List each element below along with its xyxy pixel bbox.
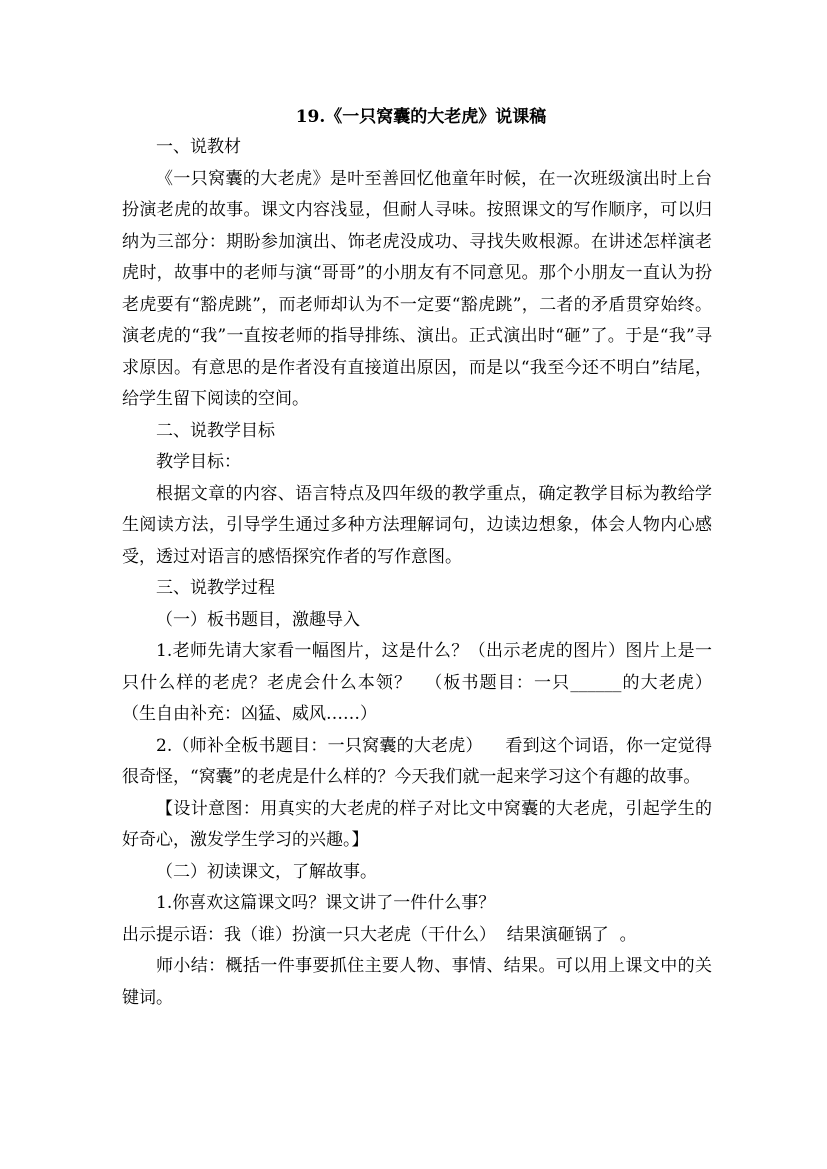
section-heading-textbook: 一、说教材	[156, 137, 241, 157]
objectives-paragraph: 根据文章的内容、语言特点及四年级的教学重点，确定教学目标为教给学生阅读方法，引导学生通过多种方法理解词句，边读边想象，体会人物内心感受，透过对语言的感悟探究作者的写作意图。	[122, 483, 712, 567]
part1-heading: （一）板书题目，激趣导入	[156, 609, 360, 630]
textbook-paragraph: 《一只窝囊的大老虎》是叶至善回忆他童年时候，在一次班级演出时上台扮演老虎的故事。课文内容浅显，但耐人寻味。按照课文的写作顺序，可以归纳为三部分：期盼参加演出、饰老虎没成功、寻找失败根源。在讲述怎样演老虎时，故事中的老师与演“哥哥”的小朋友有不同意见。那个小朋友一直认为扮老虎要有“豁虎跳”，而老师却认为不一定要“豁虎跳”，二者的矛盾贯穿始终。演老虎的“我”一直按老师的指导排练、演出。正式演出时“砸”了。于是“我”寻求原因。有意思的是作者没有直接道出原因，而是以“我至今还不明白”结尾，给学生留下阅读的空间。	[122, 168, 712, 409]
part1-item-1: 1.老师先请大家看一幅图片，这是什么？（出示老虎的图片）图片上是一只什么样的老虎？老虎会什么本领？ （板书题目：一只______的大老虎） （生自由补充：凶猛、威风……）	[122, 641, 734, 724]
section-heading-process: 三、说教学过程	[156, 578, 275, 598]
part2-summary: 师小结：概括一件事要抓住主要人物、事情、结果。可以用上课文中的关键词。	[122, 956, 712, 1008]
part2-heading: （二）初读课文，了解故事。	[156, 861, 377, 882]
part2-prompt: 出示提示语：我（谁）扮演一只大老虎（干什么） 结果演砸锅了 。	[122, 924, 637, 945]
part1-item-2: 2.（师补全板书题目：一只窝囊的大老虎） 看到这个词语，你一定觉得很奇怪，“窝囊”的老虎是什么样的？今天我们就一起来学习这个有趣的故事。	[122, 735, 712, 787]
section-heading-objectives: 二、说教学目标	[156, 420, 275, 441]
document-page	[122, 104, 734, 1014]
design-intent-note: 【设计意图：用真实的大老虎的样子对比文中窝囊的大老虎，引起学生的好奇心，激发学生学习的兴趣。】	[122, 798, 712, 850]
objectives-subheading: 教学目标：	[156, 452, 241, 472]
part2-item-1: 1.你喜欢这篇课文吗？课文讲了一件什么事？	[156, 893, 496, 913]
document-title: 19.《一只窝囊的大老虎》说课稿	[295, 107, 547, 127]
